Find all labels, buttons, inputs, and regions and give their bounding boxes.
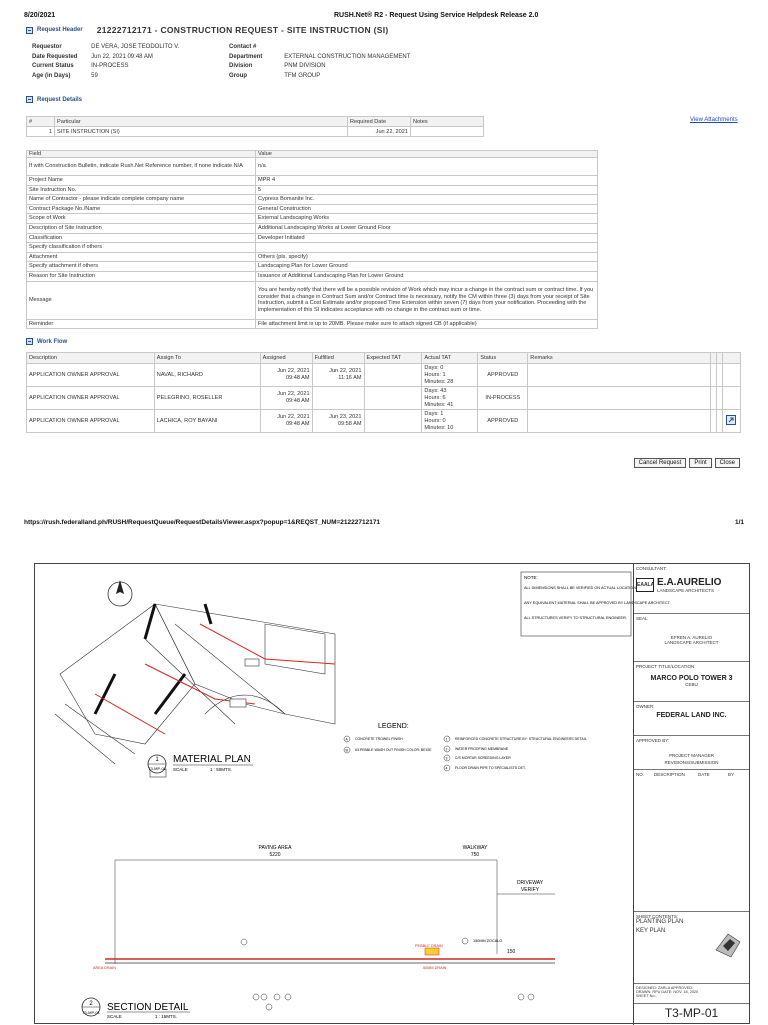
tat-days: Days: 1 <box>424 410 444 417</box>
firm-name: E.A.AURELIO <box>657 577 722 588</box>
table-row <box>27 364 741 387</box>
area-drain-label: AREA DRAIN <box>93 966 116 970</box>
page-url: https://rush.federalland.ph/RUSH/RequestQueue/RequestDetailsViewer.aspx?popup=1&REQST_NUM=21222712171 <box>24 519 381 526</box>
sheet-no-label: SHEET No.: <box>636 994 657 998</box>
wf-date: Jun 22, 2021 <box>329 368 362 374</box>
table-row <box>27 233 598 243</box>
column-header: Expected TAT <box>364 353 422 364</box>
seal-label: SEAL <box>636 616 648 621</box>
legend-text: C/S MORTAR SCREEDING LAYER <box>455 756 511 760</box>
field-value-table <box>26 150 598 329</box>
key-plan-icon <box>713 930 743 960</box>
field-value: General Construction <box>256 204 598 214</box>
field-key: Contract Package No./Name <box>27 204 256 214</box>
walkway-dim: 750 <box>470 852 480 858</box>
print-footer <box>24 519 744 526</box>
legend-symbol: B <box>345 748 348 753</box>
header-value: 59 <box>91 72 98 79</box>
request-details-section[interactable] <box>26 96 82 103</box>
section-number: 2 <box>89 1001 93 1007</box>
wf-extra <box>722 387 740 410</box>
plan-ref: T3-MP-01 <box>148 766 166 771</box>
section-label: Work Flow <box>37 338 68 345</box>
wf-time: 11:16 AM <box>338 375 362 381</box>
field-key: Project Name <box>27 176 256 186</box>
field-key: Message <box>27 281 256 319</box>
wf-remarks <box>528 387 711 410</box>
legend-symbol: A <box>345 737 348 742</box>
sheet-number: T3-MP-01 <box>664 1006 719 1020</box>
project-city: CEBU <box>685 682 698 687</box>
workflow-section[interactable] <box>26 338 67 345</box>
header-value: DE VERA, JOSE TEODOLITO V. <box>91 44 180 50</box>
field-value: Developer Initiated <box>256 233 598 243</box>
request-header-grid <box>32 43 432 81</box>
signer-role: LANDSCAPE ARCHITECT <box>664 640 719 645</box>
field-key: Description of Site Instruction <box>27 223 256 233</box>
field-value: Cypress Bomanite Inc. <box>256 195 598 205</box>
close-button[interactable]: Close <box>715 458 740 468</box>
wf-assigned <box>260 387 312 410</box>
owner-cell <box>634 702 749 736</box>
column-header: Notes <box>411 117 484 127</box>
legend-text: REINFORCED CONCRETE STRUCTURE BY: STRUCTURAL ENGINEERS DETAIL <box>455 737 587 741</box>
wf-fulfilled <box>312 410 364 433</box>
plan-title: MATERIAL PLAN <box>173 754 251 765</box>
wf-assign-to: PELEGRINO, ROSELLER <box>154 387 260 410</box>
wf-time: 09:48 AM <box>285 421 310 427</box>
table-row <box>27 127 484 137</box>
wf-time: 09:48 AM <box>285 375 310 381</box>
collapse-icon[interactable] <box>26 338 33 345</box>
table-row <box>27 319 598 329</box>
wf-status: APPROVED <box>478 364 528 387</box>
wf-assigned <box>260 410 312 433</box>
column-header: Assigned <box>260 353 312 364</box>
field-key: If with Construction Bulletin, indicate Rush.Net Reference number, if none indicate N/A <box>27 158 256 176</box>
legend-text: #3 PEBBLE WASH OUT FINISH COLOR: BEIGE <box>355 748 432 752</box>
table-row <box>27 252 598 262</box>
approval-cell <box>634 736 749 770</box>
tat-days: Days: 0 <box>424 364 444 371</box>
column-header: Assign To <box>154 353 260 364</box>
tat-minutes: Minutes: 10 <box>424 424 454 431</box>
required-date-cell: Jun 22, 2021 <box>348 127 411 137</box>
column-header: Actual TAT <box>422 353 478 364</box>
firm-sub: LANDSCAPE ARCHITECTS <box>657 588 715 593</box>
field-key: Specify classification if others <box>27 243 256 253</box>
wf-status: APPROVED <box>478 410 528 433</box>
designed-value: ZARLA <box>657 986 670 990</box>
field-key: Reminder <box>27 319 256 329</box>
table-row <box>27 271 598 281</box>
note-item: ANY EQUIVALENT MATERIAL SHALL BE APPROVED BY LANDSCAPE ARCHITECT. <box>524 601 671 605</box>
wf-expected-tat <box>364 364 422 387</box>
wf-date: Jun 23, 2021 <box>329 414 362 420</box>
section-ref: T3-MP-01 <box>82 1010 100 1015</box>
view-attachments-link[interactable]: View Attachments <box>690 117 738 123</box>
header-value: TFM GROUP <box>284 72 321 79</box>
print-title: RUSH.Net® R2 - Request Using Service Helpdesk Release 2.0 <box>334 12 539 19</box>
project-cell <box>634 662 749 702</box>
table-row <box>27 281 598 319</box>
firm-logo-icon: EAALA <box>636 578 654 592</box>
material-plan-label <box>148 754 253 773</box>
header-value: Jun 22, 2021 09:48 AM <box>91 53 153 60</box>
workflow-table <box>26 352 741 433</box>
table-row <box>27 243 598 253</box>
header-key: Requestor <box>32 44 62 50</box>
wf-actual-tat <box>422 364 478 387</box>
section-label: Request Details <box>37 96 83 103</box>
wf-assign-to: NAVAL, RICHARD <box>154 364 260 387</box>
date-value: NOV. 18, 2020 <box>673 990 699 994</box>
wf-time: 09:48 AM <box>285 398 310 404</box>
section-title: SECTION DETAIL <box>107 1002 189 1013</box>
cancel-request-button[interactable]: Cancel Request <box>634 458 687 468</box>
spacer-column <box>722 353 740 364</box>
particular-cell: SITE INSTRUCTION (SI) <box>55 127 348 137</box>
plan-scale-label: SCALE <box>173 767 188 772</box>
designed-label: DESIGNED: <box>636 986 657 990</box>
legend-symbol: 1 <box>445 737 448 742</box>
plan-scale: 1 : 50MTS. <box>210 767 233 772</box>
field-key: Classification <box>27 233 256 243</box>
table-row <box>27 158 598 176</box>
wf-time: 09:58 AM <box>337 421 362 427</box>
wf-description: APPLICATION OWNER APPROVAL <box>27 364 155 387</box>
print-header <box>24 12 744 22</box>
sheet-contents: PLANTING PLAN <box>636 919 684 925</box>
date-label: DATE: <box>661 990 673 994</box>
paving-dim: 5220 <box>269 852 281 858</box>
section-label: Request Header <box>37 27 83 33</box>
title-block <box>633 564 749 1025</box>
tat-hours: Hours: 0 <box>424 417 446 424</box>
wf-date: Jun 22, 2021 <box>277 414 310 420</box>
column-header: Fulfilled <box>312 353 364 364</box>
wf-fulfilled <box>312 364 364 387</box>
revisions-table <box>634 770 749 912</box>
table-row <box>27 204 598 214</box>
field-value: File attachment limit is up to 20MB. Please make sure to attach signed CB (if applicable) <box>256 319 598 329</box>
notes-title: NOTE: <box>524 575 538 580</box>
field-value <box>256 243 598 253</box>
plan-red-lines <box>95 624 335 734</box>
header-key: Date Requested <box>32 53 78 60</box>
walkway-label: WALKWAY <box>462 845 488 851</box>
wf-description: APPLICATION OWNER APPROVAL <box>27 387 155 410</box>
rev-header: DATE <box>698 772 710 777</box>
column-header: Value <box>256 151 598 158</box>
header-key: Age (in Days) <box>32 72 71 79</box>
dim-150: 150 <box>507 949 516 955</box>
tat-minutes: Minutes: 28 <box>424 378 454 385</box>
plan-walls <box>95 604 211 714</box>
column-header: Required Date <box>348 117 411 127</box>
header-key: Department <box>229 53 263 60</box>
wf-date: Jun 22, 2021 <box>277 368 310 374</box>
wf-date: Jun 22, 2021 <box>277 391 310 397</box>
wf-actual-tat <box>422 387 478 410</box>
column-header: Status <box>478 353 528 364</box>
field-value: 5 <box>256 185 598 195</box>
table-header-row <box>27 353 741 364</box>
header-value <box>284 43 432 53</box>
print-date: 8/20/2021 <box>24 12 56 19</box>
action-buttons <box>634 458 740 468</box>
table-row <box>27 223 598 233</box>
drafting-info <box>634 984 749 1004</box>
legend <box>344 723 587 771</box>
open-external-icon[interactable] <box>726 415 736 425</box>
attached-drawing <box>34 563 750 1024</box>
consultant-label: CONSULTANT: <box>636 566 667 571</box>
table-header-row <box>27 151 598 158</box>
tat-hours: Hours: 6 <box>424 394 446 401</box>
approved-short-label: APPROVED: <box>670 986 693 990</box>
column-header: Field <box>27 151 256 158</box>
field-value: n/a <box>256 158 598 176</box>
north-arrow-icon <box>108 580 132 606</box>
field-value: Others (pls. specify) <box>256 252 598 262</box>
field-key: Specify attachment if others <box>27 262 256 272</box>
revisions-label: REVISIONS/SUBMISSION <box>664 760 719 765</box>
legend-text: WATER PROOFING MEMBRANE <box>455 747 509 751</box>
row-number: 1 <box>27 127 55 137</box>
approved-label: APPROVED BY: <box>636 738 670 743</box>
note-item: ALL DIMENSIONS SHALL BE VERIFIED ON ACTUAL LOCATION. <box>524 586 638 590</box>
request-details-table <box>26 116 484 137</box>
wf-description: APPLICATION OWNER APPROVAL <box>27 410 155 433</box>
header-key: Current Status <box>32 63 74 69</box>
notes-cell <box>411 127 484 137</box>
header-key: Group <box>229 72 248 79</box>
owner-name: FEDERAL LAND INC. <box>656 712 727 719</box>
section-scale: 1 : 15MTS. <box>155 1014 178 1019</box>
print-button[interactable]: Print <box>689 458 711 468</box>
collapse-icon[interactable] <box>26 27 33 34</box>
header-key: Division <box>229 63 253 69</box>
project-name: MARCO POLO TOWER 3 <box>650 675 733 682</box>
paving-area-label: PAVING AREA <box>258 845 292 851</box>
project-label: PROJECT TITLE/LOCATION: <box>636 664 696 669</box>
wf-actual-tat <box>422 410 478 433</box>
note-item: ALL STRUCTURES VERIFY TO STRUCTURAL ENGINEER. <box>524 616 627 620</box>
field-value: MPR 4 <box>256 176 598 186</box>
legend-text: FLOOR DRAIN PIPE TO SPECIALISTS DET. <box>455 766 526 770</box>
field-key: Name of Contractor - please indicate complete company name <box>27 195 256 205</box>
table-row <box>27 176 598 186</box>
page-number: 1/1 <box>734 519 744 526</box>
column-header: # <box>27 117 55 127</box>
owner-label: OWNER: <box>636 704 655 709</box>
column-header: Description <box>27 353 155 364</box>
rev-header: NO. <box>636 772 645 777</box>
sheet-contents-label: SHEET CONTENTS: <box>636 914 679 919</box>
table-row <box>27 195 598 205</box>
key-plan-label: KEY PLAN <box>636 928 666 934</box>
wf-remarks <box>528 364 711 387</box>
legend-symbol: 2 <box>445 747 448 752</box>
wf-assign-to: LACHICA, ROY BAYANI <box>154 410 260 433</box>
wf-remarks <box>528 410 711 433</box>
plan-linework <box>55 604 335 764</box>
drawn-label: DRAWN: <box>636 990 652 994</box>
column-header: Remarks <box>528 353 711 364</box>
section-detail <box>82 845 555 1019</box>
legend-text: CONCRETE TROWEL FINISH <box>355 737 403 741</box>
drain-50-label: 50MM DRAIN <box>423 966 447 970</box>
wf-status: IN-PROCESS <box>478 387 528 410</box>
wf-fulfilled <box>312 387 364 410</box>
project-manager: PROJECT MANAGER <box>669 753 714 758</box>
section-scale-label: SCALE <box>107 1014 122 1019</box>
rev-header: BY <box>728 772 735 777</box>
field-key: Site Instruction No. <box>27 185 256 195</box>
driveway-label: DRIVEWAY <box>516 880 544 886</box>
wf-extra <box>722 364 740 387</box>
header-value: IN-PROCESS <box>91 63 129 69</box>
zocalo-label: 150MM ZOCALO <box>473 939 503 943</box>
table-row <box>27 262 598 272</box>
request-header-section[interactable] <box>26 25 389 35</box>
table-row <box>27 410 741 433</box>
field-key: Scope of Work <box>27 214 256 224</box>
legend-symbol: 3 <box>445 756 448 761</box>
header-key: Contact # <box>229 44 257 50</box>
wf-action-cell <box>722 410 740 433</box>
signer-name: EFREN A. AURELIO <box>670 635 713 640</box>
driveway-sub: VERIFY <box>520 887 540 893</box>
wf-assigned <box>260 364 312 387</box>
table-row <box>27 185 598 195</box>
wf-expected-tat <box>364 410 422 433</box>
seal-cell <box>634 614 749 662</box>
consultant-cell <box>634 564 749 614</box>
pebble-drain-label: PEBBLE DRAIN <box>415 944 443 948</box>
field-value: Landscaping Plan for Lower Ground <box>256 262 598 272</box>
drawn-value: RPU <box>652 990 661 994</box>
tat-minutes: Minutes: 41 <box>424 401 454 408</box>
collapse-icon[interactable] <box>26 96 33 103</box>
tat-hours: Hours: 1 <box>424 371 446 378</box>
table-row <box>27 387 741 410</box>
field-value: You are hereby notify that there will be a possible revision of Work which may incur a change in the contract sum or contract time. If you consider that a change in Contract Sum and/or Contract time is necessary, notify the CM within three (3) days from your receipt of Site Instruction, submit a Cost Estimate and/or proposed Time Extension within seven (7) days from your notification. Proceeding with the implementation of this SI indicates acceptance with no change in the contract sum or time. <box>256 281 598 319</box>
field-value: Issuance of Additional Landscaping Plan for Lower Ground <box>256 271 598 281</box>
field-key: Reason for Site Instruction <box>27 271 256 281</box>
rev-header: DESCRIPTION <box>654 772 685 777</box>
column-header: Particular <box>55 117 348 127</box>
wf-expected-tat <box>364 387 422 410</box>
table-header-row <box>27 117 484 127</box>
field-key: Attachment <box>27 252 256 262</box>
plan-number: 1 <box>155 757 159 763</box>
field-value: External Landscaping Works <box>256 214 598 224</box>
header-value: EXTERNAL CONSTRUCTION MANAGEMENT <box>284 53 411 60</box>
field-value: Additional Landscaping Works at Lower Ground Floor <box>256 223 598 233</box>
legend-title: LEGEND: <box>378 723 409 730</box>
sheet-contents-cell <box>634 912 749 984</box>
header-value: PNM DIVISION <box>284 63 326 69</box>
tat-days: Days: 43 <box>424 387 447 394</box>
table-row <box>27 214 598 224</box>
legend-symbol: 4 <box>445 766 448 771</box>
request-title: 21222712171 - CONSTRUCTION REQUEST - SITE INSTRUCTION (SI) <box>96 25 389 35</box>
